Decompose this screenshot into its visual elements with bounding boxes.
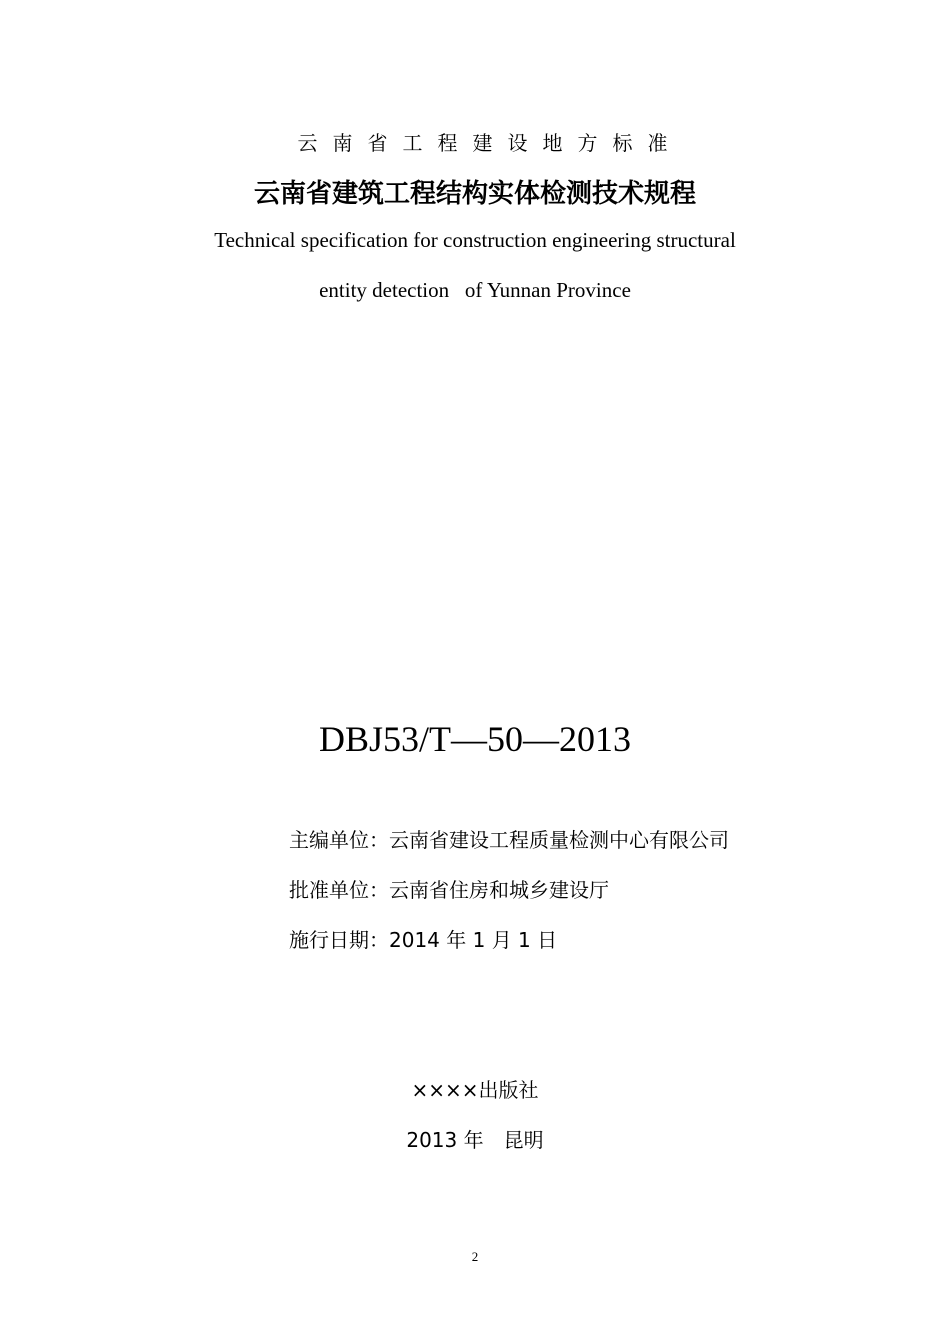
effective-date-row — [289, 924, 557, 953]
standard-series-label: 云南省工程建设地方标准 — [297, 131, 683, 155]
editor-unit-row — [289, 824, 729, 853]
publisher-name: ××××出版社 — [411, 1078, 539, 1102]
standard-code: DBJ53/T—50—2013 — [318, 719, 631, 759]
approver-unit-value: 云南省住房和城乡建设厅 — [389, 878, 609, 902]
page-number: 2 — [471, 1249, 479, 1264]
document-title-chinese: 云南省建筑工程结构实体检测技术规程 — [253, 179, 696, 209]
editor-unit-value: 云南省建设工程质量检测中心有限公司 — [389, 828, 729, 852]
editor-unit-label: 主编单位： — [289, 828, 389, 852]
document-title-english-line2: entity detection of Yunnan Province — [319, 278, 631, 302]
effective-date-value: 2014 年 1 月 1 日 — [389, 928, 558, 952]
effective-date-label: 施行日期： — [289, 928, 389, 952]
approver-unit-label: 批准单位： — [289, 878, 389, 902]
document-title-english-line1: Technical specification for construction engineering structural — [214, 228, 736, 252]
approver-unit-row — [289, 874, 609, 903]
publication-year-place: 2013 年 昆明 — [406, 1128, 544, 1152]
